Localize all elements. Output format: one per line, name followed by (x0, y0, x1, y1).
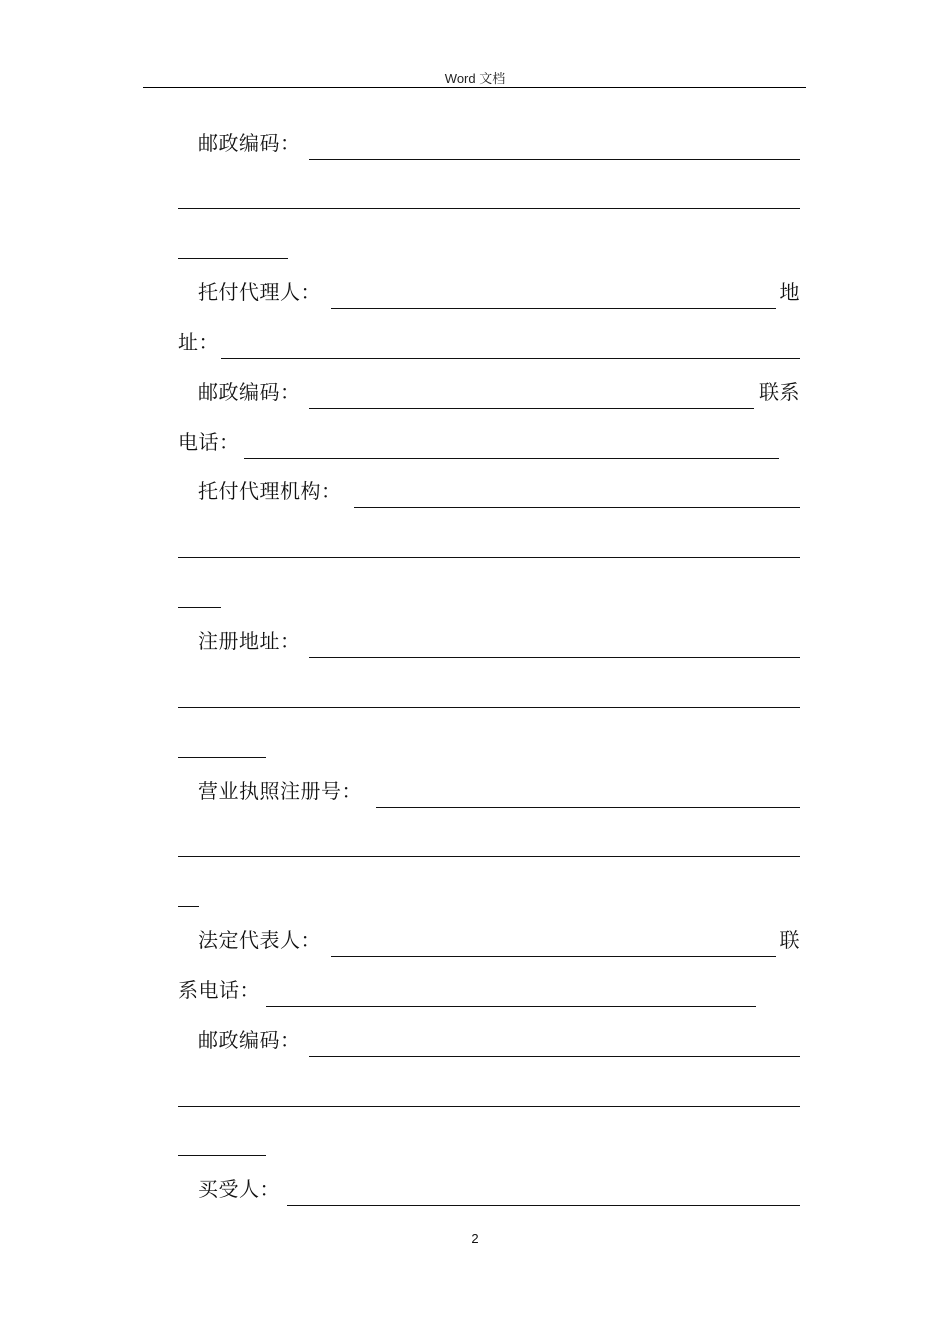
legal-rep-tail-text: 联 (779, 928, 800, 952)
legal-phone-label: 系电话： (178, 978, 260, 1002)
blank-line[interactable] (178, 707, 800, 708)
postal-code-continuation-3 (178, 1073, 800, 1109)
registered-address-label: 注册地址： (198, 629, 301, 653)
postal-code-field-3 (178, 1023, 800, 1059)
postal-code-field-1 (178, 126, 800, 162)
header-divider (143, 87, 806, 88)
postal-code-blank[interactable] (309, 159, 800, 160)
phone-label: 电话： (178, 430, 240, 454)
blank-line[interactable] (178, 258, 288, 259)
registered-address-continuation-1 (178, 674, 800, 710)
postal-code-label: 邮政编码： (198, 131, 301, 155)
blank-line[interactable] (178, 1155, 266, 1156)
address-label: 址： (178, 330, 219, 354)
agency-field (178, 474, 800, 510)
postal-code-blank[interactable] (309, 408, 754, 409)
registered-address-field (178, 624, 800, 660)
postal-code-label: 邮政编码： (198, 1028, 301, 1052)
agent-field (178, 275, 800, 311)
address-field (178, 325, 800, 361)
blank-line[interactable] (178, 1106, 800, 1107)
blank-line[interactable] (178, 607, 221, 608)
postal-code-continuation-2 (178, 225, 800, 261)
buyer-label: 买受人： (198, 1177, 280, 1201)
blank-line[interactable] (178, 757, 266, 758)
blank-line[interactable] (178, 906, 199, 907)
blank-line[interactable] (178, 557, 800, 558)
blank-line[interactable] (178, 856, 800, 857)
legal-rep-label: 法定代表人： (198, 928, 321, 952)
legal-rep-blank[interactable] (331, 956, 776, 957)
license-continuation-1 (178, 823, 800, 859)
page-number: 2 (471, 1231, 479, 1246)
blank-line[interactable] (178, 208, 800, 209)
license-field (178, 774, 800, 810)
document-header: Word 文档 (444, 71, 506, 86)
agent-tail-text: 地 (779, 280, 800, 304)
postal-code-continuation-1 (178, 175, 800, 211)
agency-continuation-1 (178, 524, 800, 560)
license-label: 营业执照注册号： (198, 779, 362, 803)
agency-label: 托付代理机构： (198, 479, 342, 503)
postal-code-continuation-4 (178, 1122, 800, 1158)
legal-rep-field (178, 923, 800, 959)
license-continuation-2 (178, 873, 800, 909)
postal-code-blank[interactable] (309, 1056, 800, 1057)
license-blank[interactable] (376, 807, 800, 808)
address-blank[interactable] (221, 358, 800, 359)
postal-code-label: 邮政编码： (198, 380, 301, 404)
registered-address-continuation-2 (178, 724, 800, 760)
agency-blank[interactable] (354, 507, 800, 508)
agent-label: 托付代理人： (198, 280, 321, 304)
agency-continuation-2 (178, 574, 800, 610)
contact-tail-text: 联系 (759, 380, 800, 404)
agent-blank[interactable] (331, 308, 776, 309)
buyer-blank[interactable] (287, 1205, 800, 1206)
legal-phone-blank[interactable] (266, 1006, 756, 1007)
legal-phone-field (178, 973, 800, 1009)
buyer-field (178, 1172, 800, 1208)
phone-blank[interactable] (244, 458, 779, 459)
postal-code-field-2 (178, 375, 800, 411)
phone-field (178, 425, 800, 461)
registered-address-blank[interactable] (309, 657, 800, 658)
